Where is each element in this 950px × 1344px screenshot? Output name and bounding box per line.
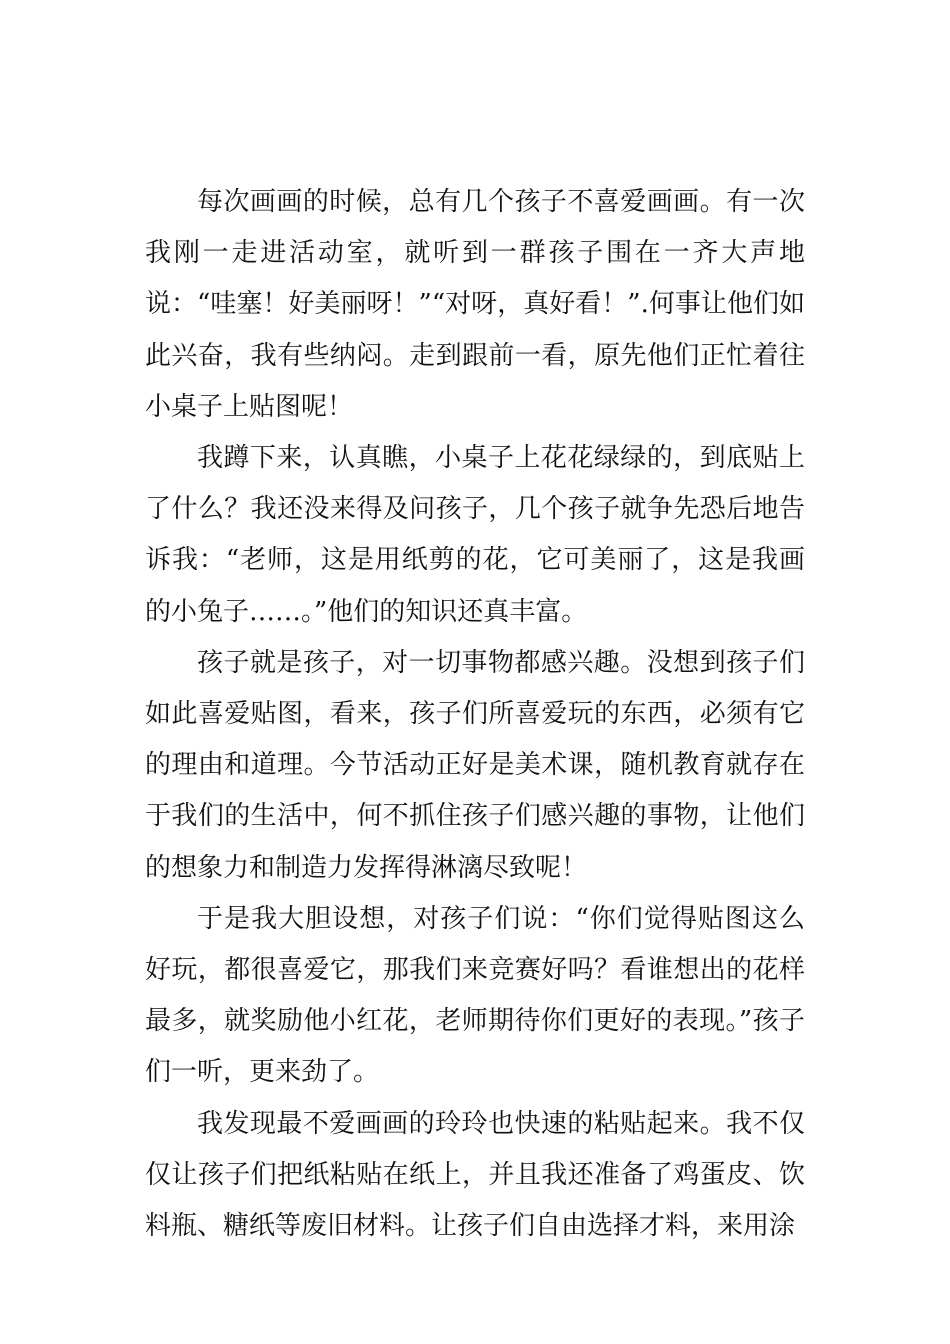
paragraph-5: 我发现最不爱画画的玲玲也快速的粘贴起来。我不仅仅让孩子们把纸粘贴在纸上，并且我还准备了鸡蛋皮、饮料瓶、糖纸等废旧材料。让孩子们自由选择才料，来用涂: [145, 1108, 805, 1242]
paragraph-2: 我蹲下来，认真瞧，小桌子上花花绿绿的，到底贴上了什么？我还没来得及问孩子，几个孩子就争先恐后地告诉我：“老师，这是用纸剪的花，它可美丽了，这是我画的小兔子……。”他们的知识还真丰富。: [145, 443, 805, 627]
body-text: [145, 177, 805, 1252]
paragraph-1: 每次画画的时候，总有几个孩子不喜爱画画。有一次我刚一走进活动室，就听到一群孩子围在一齐大声地说：“哇塞！好美丽呀！”“对呀，真好看！”.何事让他们如此兴奋，我有些纳闷。走到跟前一看，原先他们正忙着往小桌子上贴图呢！: [145, 187, 805, 422]
paragraph-4: 于是我大胆设想，对孩子们说：“你们觉得贴图这么好玩，都很喜爱它，那我们来竞赛好吗？看谁想出的花样最多，就奖励他小红花，老师期待你们更好的表现。”孩子们一听，更来劲了。: [145, 903, 805, 1088]
paragraph-3: 孩子就是孩子，对一切事物都感兴趣。没想到孩子们如此喜爱贴图，看来，孩子们所喜爱玩的东西，必须有它的理由和道理。今节活动正好是美术课，随机教育就存在于我们的生活中，何不抓住孩子们感兴趣的事物，让他们的想象力和制造力发挥得淋漓尽致呢！: [145, 647, 805, 883]
